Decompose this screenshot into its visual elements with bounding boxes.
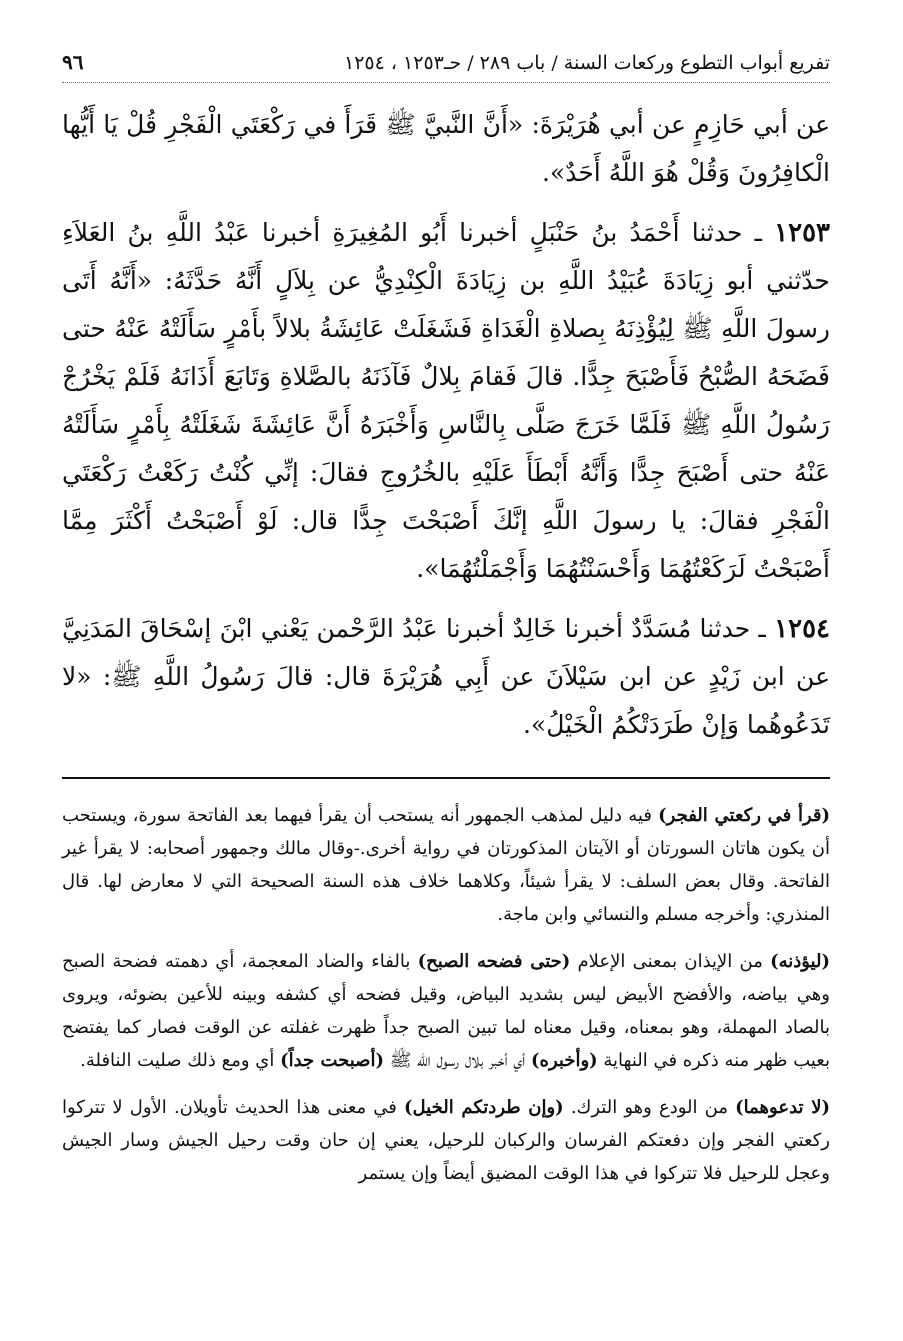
commentary-text: من الودع وهو الترك.: [563, 1097, 736, 1118]
hadith-text: ـ حدثنا مُسَدَّدٌ أخبرنا خَالِدٌ أخبرنا عَبْدُ الرَّحْمن يَعْني ابْنَ إسْحَاقَ المَدَنِيَّ عن ابن زَيْدٍ عن ابن سَيْلاَنَ عن أَبِي هُرَيْرَةَ قال: قالَ رَسُولُ اللَّهِ ﷺ: «لا تَدَعُوهُما وَإنْ طَرَدَتْكُمُ الْخَيْلُ».: [62, 614, 830, 739]
hadith-1253: [62, 209, 830, 593]
commentary-term: (وأخبره): [531, 1050, 598, 1071]
commentary-text: في معنى هذا الحديث تأويلان. الأول لا تتركوا ركعتي الفجر وإن دفعتكم الفرسان والركبان للرحيل، يعني إن حان وقت رحيل الجيش وسار الجيش وعجل للرحيل فلا تتركوا في هذا الوقت المضيق أيضاً وإن يستمر: [62, 1097, 831, 1184]
hadith-number: ١٢٥٤: [774, 614, 830, 644]
commentary-note-2: [62, 945, 830, 1077]
commentary-term: (أصبحت جداً): [280, 1050, 384, 1071]
commentary-term: (لا تدعوهما): [735, 1097, 830, 1118]
document-page: [62, 48, 830, 1204]
hadith-continuation: عن أبي حَازِمٍ عن أبي هُرَيْرَةَ: «أَنَّ النَّبيَّ ﷺ قَرَأَ في رَكْعَتَي الْفَجْرِ قُلْ يَا أَيُّها الْكافِرُونَ وَقُلْ هُوَ اللَّهُ أَحَدٌ».: [62, 110, 830, 187]
commentary-text: فيه دليل لمذهب الجمهور أنه يستحب أن يقرأ فيهما بعد الفاتحة سورة، ويستحب أن يكون هاتان السورتان أو الآيتان المذكورتان في رواية أخرى.-وقال مالك وجمهور أصحابه: لا يقرأ غير الفاتحة. وقال بعض السلف: لا يقرأ شيئاً، وكلاهما خلاف هذه السنة الصحيحة التي لا معارض لها. قال المنذري: وأخرجه مسلم والنسائي وابن ماجة.: [62, 805, 830, 925]
commentary-text: أي أخبر بلال رسول الله ﷺ: [383, 1050, 532, 1071]
main-text: [62, 101, 830, 749]
hadith-number: ١٢٥٣: [774, 218, 830, 248]
hadith-text: ـ حدثنا أَحْمَدُ بنُ حَنْبَلٍ أخبرنا أَبُو المُغِيرَةِ أخبرنا عَبْدُ اللَّهِ بنُ العَلاَءِ حدّثني أبو زِيَادَةَ عُبَيْدُ اللَّهِ بن زِيَادَةَ الْكِنْدِيُّ عن بِلاَلٍ أَنَّهُ حَدَّثَهُ: «أَنَّهُ أَتَى رسولَ اللَّهِ ﷺ لِيُؤْذِنَهُ بِصلاةِ الْغَدَاةِ فَشَغَلَتْ عَائِشَةُ بلالاً بأَمْرٍ سَأَلَتْهُ عَنْهُ حتى فَضَحَهُ الصُّبْحُ فَأَصْبَحَ جِدًّا. قالَ فَقامَ بِلالٌ فَآذَنَهُ بالصَّلاةِ وَتَابَعَ أَذَانَهُ فَلَمْ يَخْرُجْ رَسُولُ اللَّهِ ﷺ فَلَمَّا خَرَجَ صَلَّى بِالنَّاسِ وَأَخْبَرَهُ أَنَّ عَائِشَةَ شَغَلَتْهُ بِأَمْرٍ سَأَلَتْهُ عَنْهُ حتى أَصْبَحَ جِدًّا وَأَنَّهُ أَبْطَأَ عَلَيْهِ بالخُرُوجِ فقالَ: إنِّي كُنْتُ رَكَعْتُ رَكْعَتَي الْفَجْرِ فقالَ: يا رسولَ اللَّهِ إنَّكَ أَصْبَحْتَ جِدًّا قال: لَوْ أَصْبَحْتُ أَكْثَرَ مِمَّا أَصْبَحْتُ لَرَكَعْتُهُمَا وَأَحْسَنْتُهُمَا وَأَجْمَلْتُهُمَا».: [62, 218, 830, 583]
commentary: [62, 799, 830, 1190]
commentary-note-3: [62, 1091, 830, 1190]
running-title: تفريع أبواب التطوع وركعات السنة / باب ٢٨٩ / حـ١٢٥٣ ، ١٢٥٤: [344, 52, 830, 74]
hadith-1254: [62, 605, 830, 749]
commentary-term: (حتى فضحه الصبح): [417, 951, 571, 972]
page-number: ٩٦: [62, 50, 84, 74]
commentary-term: (قرأ في ركعتي الفجر): [658, 805, 830, 826]
commentary-text: بالفاء والضاد المعجمة، أي دهمته فضحة الصبح وهي بياضه، والأفضح الأبيض ليس بشديد البياض، وقيل فضحه أي كشفه وبينه للأعين بضوئه، ويروى بالصاد المهملة، وهو بمعناه، وقيل معناه لما تبين الصبح جداً ظهرت غفلته عن الوقت فصار كما يفتضح بعيب ظهر منه ذكره في النهاية: [62, 951, 830, 1071]
page-header: [62, 48, 830, 83]
footnote-divider: [62, 777, 830, 779]
commentary-term: (وإن طردتكم الخيل): [404, 1097, 564, 1118]
commentary-note-1: [62, 799, 830, 931]
commentary-text: من الإيذان بمعنى الإعلام: [570, 951, 771, 972]
commentary-term: (ليؤذنه): [770, 951, 830, 972]
commentary-text: أي ومع ذلك صليت النافلة.: [80, 1050, 281, 1071]
